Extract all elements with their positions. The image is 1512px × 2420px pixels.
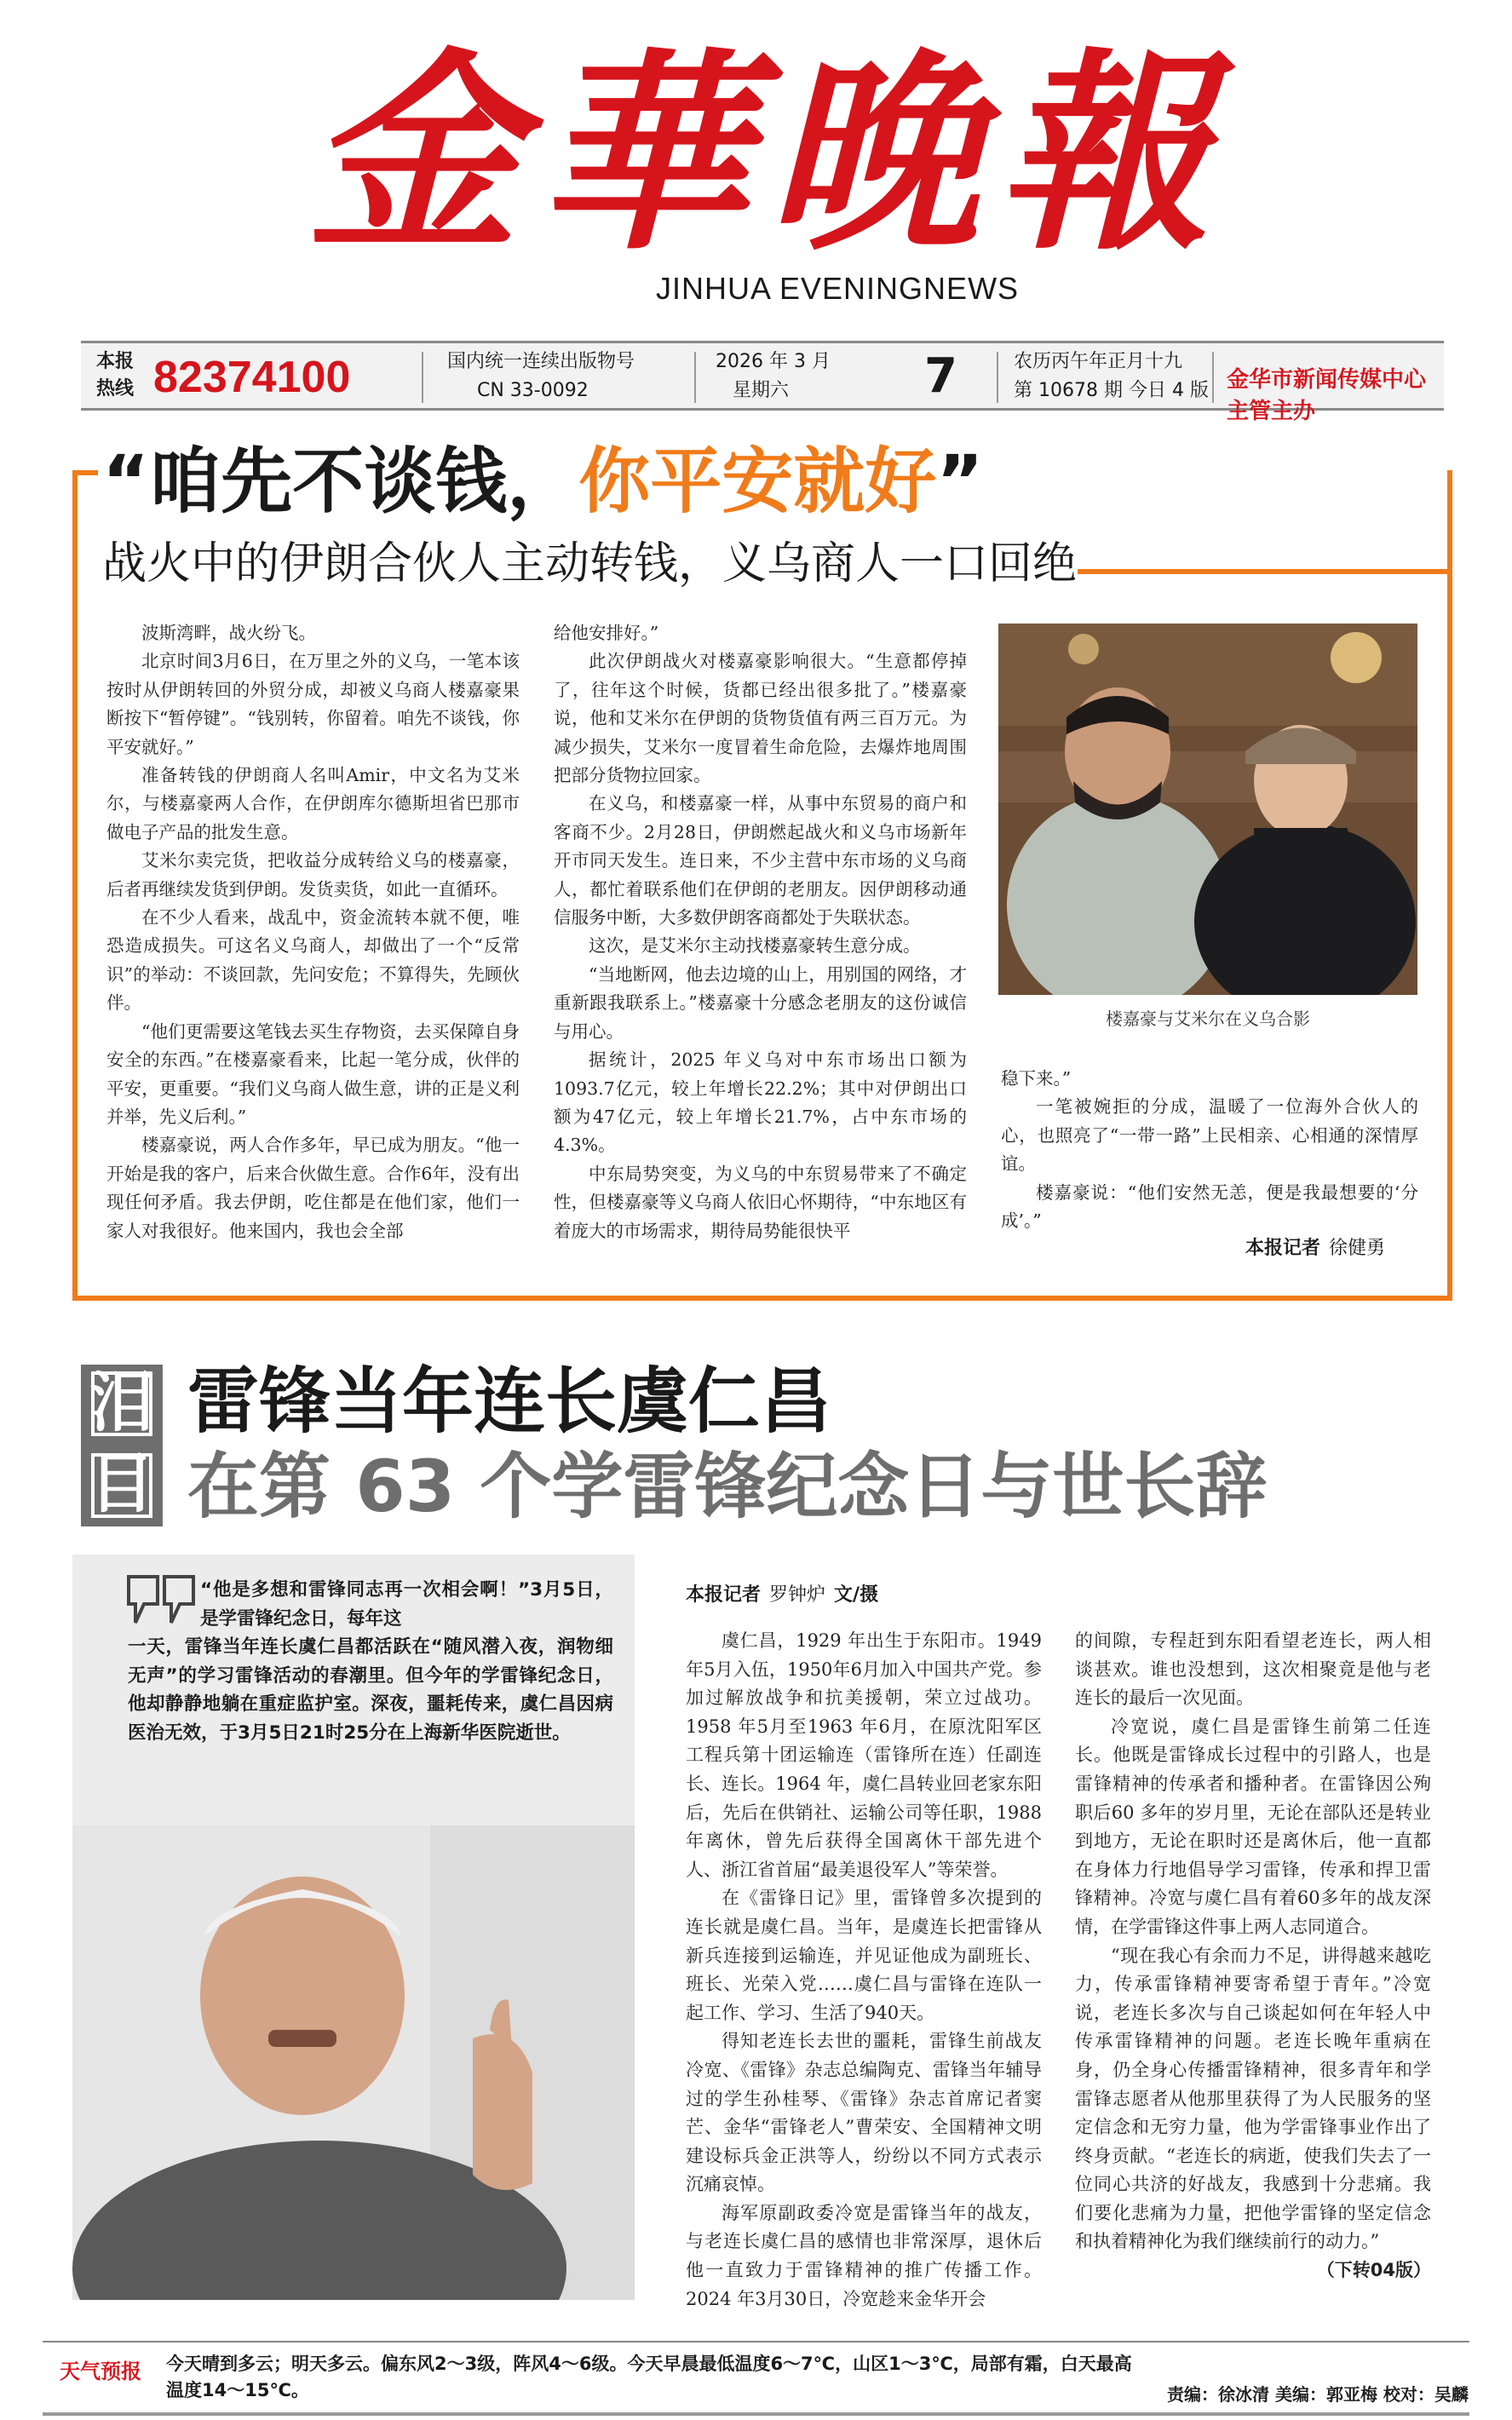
article-column [1001, 1065, 1418, 1235]
hotline-label: 本报热线 [96, 351, 135, 400]
paragraph: 波斯湾畔，战火纷飞。 [141, 623, 316, 643]
paragraph: 据统计，2025 年义乌对中东市场出口额为1093.7亿元，较上年增长22.2%；其中对伊朗出口额为47亿元，较上年增长21.7%，占中东市场的4.3%。 [554, 1049, 967, 1156]
story-headline: 雷锋当年连长虞仁昌 [187, 1359, 832, 1443]
headline-part: ” [936, 440, 984, 523]
paragraph: 艾米尔卖完货，把收益分成转给义乌的楼嘉豪，后者再继续发货到伊朗。发货卖货，如此一直循环。 [106, 850, 520, 900]
photo-illustration [72, 1825, 635, 2300]
newspaper-logo: 金華晚報 [307, 28, 1227, 279]
tag-char: 泪 [89, 1365, 154, 1440]
byline [686, 1580, 878, 1607]
photo-caption: 楼嘉豪与艾米尔在义乌合影 [1106, 1009, 1310, 1029]
article-column [686, 1627, 1042, 2314]
paragraph: 中东局势突变，为义乌的中东贸易带来了不确定性，但楼嘉豪等义乌商人依旧心怀期待，“中东地区有着庞大的市场需求，期待局势能很快平 [554, 1163, 967, 1241]
footer [43, 2341, 1469, 2411]
issue-number: 第 10678 期 今日 4 版 [1014, 380, 1209, 401]
divider [1212, 352, 1214, 403]
lead-text-continued: 一天，雷锋当年连长虞仁昌都活跃在“随风潜入夜，润物细无声”的学习雷锋活动的春潮里。但今年的学雷锋纪念日，他却静静地躺在重症监护室。深夜，噩耗传来，虞仁昌因病医治无效，于3月5日21时25分在上海新华医院逝世。 [128, 1636, 613, 1744]
story-headline [102, 439, 983, 524]
frame-accent [1078, 569, 1452, 574]
paragraph: 稳下来。” [1001, 1068, 1072, 1089]
publication-label: 国内统一连续出版物号 [447, 351, 635, 372]
sponsor-line: 金华市新闻传媒中心主管主办 [1227, 367, 1427, 424]
quote-icon [124, 1572, 200, 1631]
paragraph: 这次，是艾米尔主动找楼嘉豪转生意分成。 [589, 935, 921, 957]
lead-text: “他是多想和雷锋同志再一次相会啊！”3月5日，是学雷锋纪念日，每年这 [200, 1579, 613, 1630]
paragraph: “当地断网，他去边境的山上，用别国的网络，才重新跟我联系上。”楼嘉豪十分感念老朋友的这份诚信与用心。 [554, 963, 967, 1042]
lunar-date: 农历丙午年正月十九 [1014, 351, 1183, 372]
paragraph: 北京时间3月6日，在万里之外的义乌，一笔本该按时从伊朗转回的外贸分成，却被义乌商人楼嘉豪果断按下“暂停键”。“钱别转，你留着。咱先不谈钱，你平安就好。” [106, 651, 520, 757]
editor-credits: 责编：徐冰清 美编：郭亚梅 校对：吴麟 [1167, 2384, 1469, 2405]
divider [997, 352, 998, 403]
weather-label: 天气预报 [60, 2360, 141, 2383]
paragraph: 在义乌，和楼嘉豪一样，从事中东贸易的商户和客商不少。2月28日，伊朗燃起战火和义乌市场新年开市同天发生。连日来，不少主营中东市场的义乌商人，都忙着联系他们在伊朗的老朋友。因伊朗移动通信服务中断，大多数伊朗客商都处于失联状态。 [554, 793, 967, 928]
category-tag [81, 1365, 163, 1526]
headline-highlight: 你平安就好 [578, 440, 937, 523]
paragraph: 准备转钱的伊朗商人名叫Amir，中文名为艾米尔，与楼嘉豪两人合作，在伊朗库尔德斯坦省巴那市做电子产品的批发生意。 [106, 765, 520, 842]
footer-rule [43, 2412, 1469, 2416]
lead-panel [72, 1555, 635, 2300]
paragraph: 楼嘉豪说，两人合作多年，早已成为朋友。“他一开始是我的客户，后来合伙做生意。合作6年，没有出现任何矛盾。我去伊朗，吃住都是在他们家，他们一家人对我很好。他来国内，我也会全部 [106, 1135, 520, 1241]
byline [1245, 1233, 1385, 1260]
article-column [1075, 1627, 1431, 2285]
weather-forecast: 今天晴到多云；明天多云。偏东风2～3级，阵风4～6级。今天早晨最低温度6～7℃，山区1～3℃，局部有霜，白天最高温度14～15℃。 [166, 2354, 1132, 2400]
frame-accent [72, 470, 98, 475]
newspaper-logo-english: JINHUA EVENINGNEWS [656, 271, 1020, 306]
frame-accent [1447, 569, 1452, 603]
article-column [554, 619, 967, 1245]
headline-part: “咱先不谈钱， [102, 440, 579, 523]
byline-suffix: 文/摄 [834, 1584, 879, 1606]
paragraph: “现在我心有余而力不足，讲得越来越吃力，传承雷锋精神要寄希望于青年。”冷宽说，老连长多次与自己谈起如何在年轻人中传承雷锋精神的问题。老连长晚年重病在身，仍全身心传播雷锋精神，很多青年和学雷锋志愿者从他那里获得了为人民服务的坚定信念和无穷力量，他为学雷锋事业作出了终身贡献。“老连长的病逝，使我们失去了一位同心共济的好战友，我感到十分悲痛。我们要化悲痛为力量，把他学雷锋的坚定信念和执着精神化为我们继续前行的动力。” [1075, 1945, 1431, 2252]
paragraph: 的间隙，专程赶到东阳看望老连长，两人相谈甚欢。谁也没想到，这次相聚竟是他与老连长的最后一次见面。 [1075, 1630, 1431, 1709]
issue-info-bar [81, 341, 1444, 424]
paragraph: 一笔被婉拒的分成，温暖了一位海外合伙人的心，也照亮了“一带一路”上民相亲、心相通的深情厚谊。 [1001, 1096, 1418, 1175]
byline-label: 本报记者 [686, 1584, 762, 1606]
publication-code: CN 33-0092 [477, 380, 589, 401]
paragraph: “他们更需要这笔钱去买生存物资，去买保障自身安全的东西。”在楼嘉豪看来，比起一笔分成，伙伴的平安，更重要。“我们义乌商人做生意，讲的正是义利并举，先义后利。” [106, 1020, 520, 1127]
byline-name: 徐健勇 [1329, 1238, 1386, 1259]
paragraph: 在不少人看来，战乱中，资金流转本就不便，唯恐造成损失。可这名义乌商人，却做出了一个“反常识”的举动：不谈回款，先问安危；不算得失，先顾伙伴。 [106, 907, 520, 1014]
paragraph: 海军原副政委冷宽是雷锋当年的战友，与老连长虞仁昌的感情也非常深厚，退休后他一直致力于雷锋精神的推广传播工作。2024 年3月30日，冷宽趁来金华开会 [686, 2202, 1042, 2309]
issue-weekday: 星期六 [733, 380, 790, 401]
paragraph: 此次伊朗战火对楼嘉豪影响很大。“生意都停掉了，往年这个时候，货都已经出很多批了。”楼嘉豪说，他和艾米尔在伊朗的货物货值有两三百万元。为减少损失，艾米尔一度冒着生命危险，去爆炸地周围把部分货物拉回家。 [554, 651, 967, 786]
issue-date: 2026 年 3 月 [716, 351, 831, 372]
divider [422, 352, 423, 403]
paragraph: 得知老连长去世的噩耗，雷锋生前战友冷宽、《雷锋》杂志总编陶克、雷锋当年辅导过的学生孙桂琴、《雷锋》杂志首席记者窦芒、金华“雷锋老人”曹荣安、全国精神文明建设标兵金正洪等人，纷纷以不同方式表示沉痛哀悼。 [686, 2031, 1042, 2195]
issue-day: 7 [924, 348, 957, 404]
paragraph: 在《雷锋日记》里，雷锋曾多次提到的连长就是虞仁昌。当年，是虞连长把雷锋从新兵连接到运输连，并见证他成为副班长、班长、光荣入党……虞仁昌与雷锋在连队一起工作、学习、生活了940天。 [686, 1888, 1042, 2023]
photo-elderly-man [72, 1825, 635, 2300]
paragraph: 冷宽说，虞仁昌是雷锋生前第二任连长。他既是雷锋成长过程中的引路人，也是雷锋精神的传承者和播种者。在雷锋因公殉职后60 多年的岁月里，无论在部队还是转业到地方，无论在职时还是离休后，他一直都在身体力行地倡导学习雷锋，传承和捍卫雷锋精神。冷宽与虞仁昌有着60多年的战友深情，在学雷锋这件事上两人志同道合。 [1075, 1716, 1431, 1937]
story-headline-second: 在第 63 个学雷锋纪念日与世长辞 [187, 1445, 1268, 1528]
paragraph: 虞仁昌，1929 年出生于东阳市。1949年5月入伍，1950年6月加入中国共产党。参加过解放战争和抗美援朝，荣立过战功。1958 年5月至1963 年6月，在原沈阳军区工程兵第十团运输连（雷锋所在连）任副连长、连长。1964 年，虞仁昌转业回老家东阳后，先后在供销社、运输公司等任职，1988年离休，曾先后获得全国离休干部先进个人、浙江省首届“最美退役军人”等荣誉。 [686, 1630, 1042, 1880]
masthead [0, 0, 1512, 341]
hotline-number: 82374100 [153, 353, 351, 402]
photo-illustration [998, 624, 1417, 995]
byline-label: 本报记者 [1245, 1238, 1321, 1259]
article-column [106, 619, 520, 1245]
story-subheadline: 战火中的伊朗合伙人主动转钱，义乌商人一口回绝 [102, 538, 1078, 589]
byline-name: 罗钟炉 [769, 1584, 826, 1606]
continued-note: （下转04版） [1316, 2260, 1431, 2281]
photo-two-men [998, 624, 1417, 995]
paragraph: 楼嘉豪说：“他们安然无恙，便是我最想要的‘分成’。” [1001, 1181, 1418, 1232]
paragraph: 给他安排好。” [554, 623, 659, 643]
tag-char: 目 [89, 1446, 154, 1521]
divider [694, 352, 696, 403]
